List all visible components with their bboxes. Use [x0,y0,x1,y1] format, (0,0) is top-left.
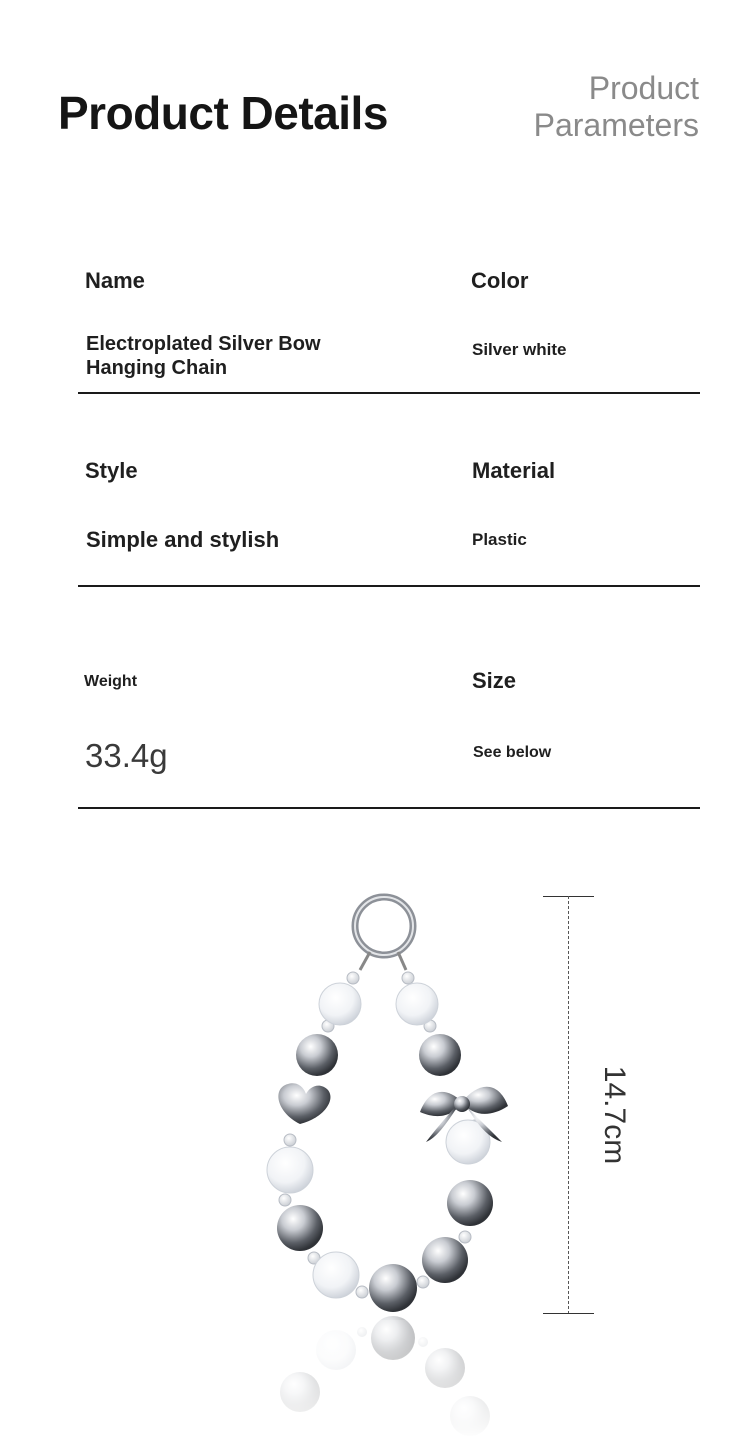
spec-value-name-line-2: Hanging Chain [86,357,228,379]
subtitle-line-1: Product [588,70,699,106]
dimension-line [568,896,569,1314]
spec-label-weight: Weight [84,673,138,690]
spec-value-material: Plastic [472,530,527,549]
subtitle-line-2: Parameters [533,107,699,143]
spec-value-weight: 33.4g [85,737,168,774]
spec-label-material: Material [472,458,556,483]
row-divider-2 [78,585,700,587]
spec-label-style: Style [85,458,138,483]
spec-label-name: Name [85,268,145,293]
dimension-cap-bottom [543,1313,594,1314]
spec-label-color: Color [471,268,529,293]
row-divider-3 [78,807,700,809]
product-image [240,880,540,1439]
spec-value-name-line-1: Electroplated Silver Bow [86,333,321,355]
spec-value-style: Simple and stylish [86,527,280,552]
spec-value-size: See below [473,744,552,761]
page-title: Product Details [58,87,388,139]
spec-label-size: Size [472,668,517,693]
heart-charm-icon [278,1083,330,1124]
spec-value-color: Silver white [472,340,567,359]
dimension-label: 14.7cm [598,1065,631,1165]
page-subtitle [534,70,699,144]
row-divider-1 [78,392,700,394]
spec-value-name [86,332,321,380]
